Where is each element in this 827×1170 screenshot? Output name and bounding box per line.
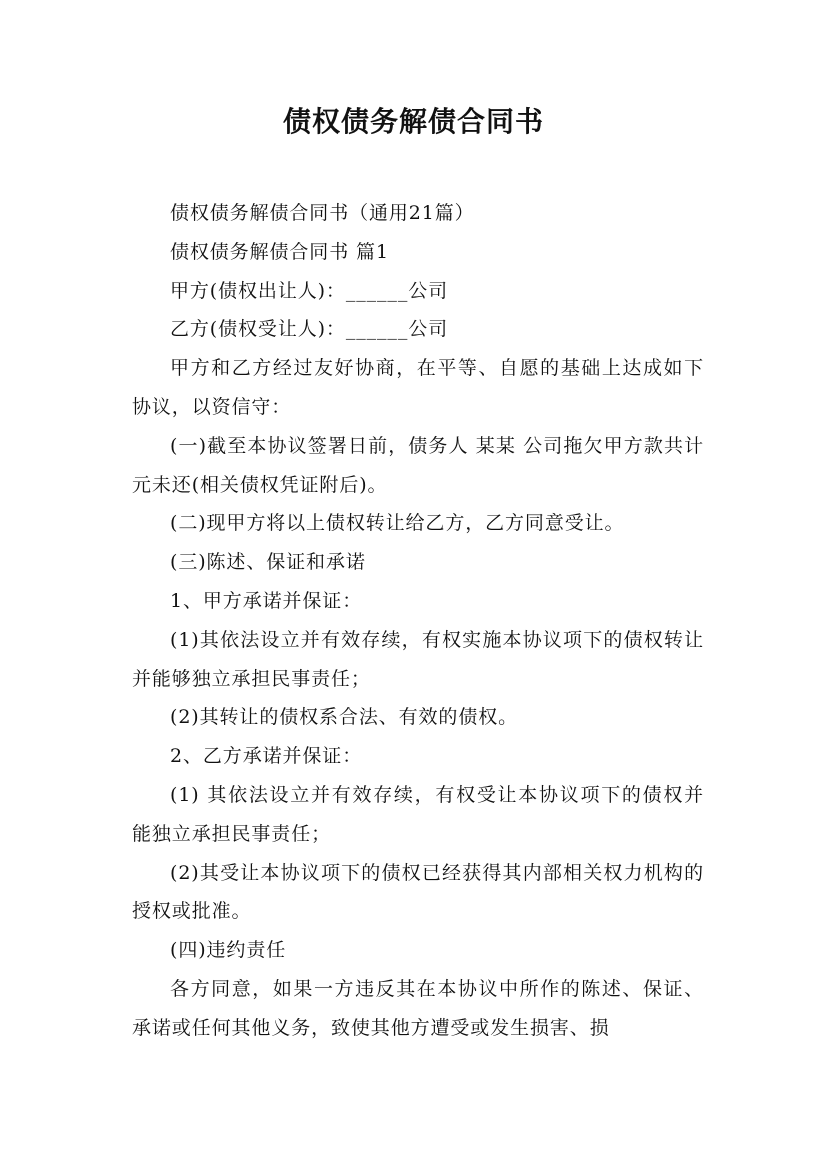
paragraph-party-b: 乙方(债权受让人)：______公司 <box>170 318 449 341</box>
paragraph-party-a: 甲方(债权出让人)：______公司 <box>170 279 449 302</box>
paragraph-clause-4: (四)违约责任 <box>170 939 287 962</box>
paragraph-preamble: 甲方和乙方经过友好协商，在平等、自愿的基础上达成如下协议，以资信守： <box>132 357 704 418</box>
paragraph-party-a-item-2: (2)其转让的债权系合法、有效的债权。 <box>170 706 519 729</box>
paragraph-section-title: 债权债务解债合同书 篇1 <box>170 240 389 263</box>
paragraph-clause-1: (一)截至本协议签署日前，债务人 某某 公司拖欠甲方款共计 元未还(相关债权凭证附后)。 <box>132 434 704 496</box>
paragraph-breach: 各方同意，如果一方违反其在本协议中所作的陈述、保证、承诺或任何其他义务，致使其他方遭受或发生损害、损 <box>132 977 704 1039</box>
paragraph-party-b-item-1: (1) 其依法设立并有效存续，有权受让本协议项下的债权并能独立承担民事责任； <box>132 783 704 845</box>
paragraph-heading: 债权债务解债合同书（通用21篇） <box>170 202 475 224</box>
paragraph-party-a-item-1: (1)其依法设立并有效存续，有权实施本协议项下的债权转让并能够独立承担民事责任； <box>132 628 704 690</box>
paragraph-clause-3: (三)陈述、保证和承诺 <box>170 551 366 574</box>
paragraph-party-a-promise: 1、甲方承诺并保证： <box>170 589 363 612</box>
document-title: 债权债务解债合同书 <box>282 105 544 138</box>
document-body <box>132 194 704 1048</box>
paragraph-party-b-promise: 2、乙方承诺并保证： <box>170 745 363 768</box>
paragraph-clause-2: (二)现甲方将以上债权转让给乙方，乙方同意受让。 <box>170 512 625 535</box>
paragraph-party-b-item-2: (2)其受让本协议项下的债权已经获得其内部相关权力机构的授权或批准。 <box>132 861 704 923</box>
